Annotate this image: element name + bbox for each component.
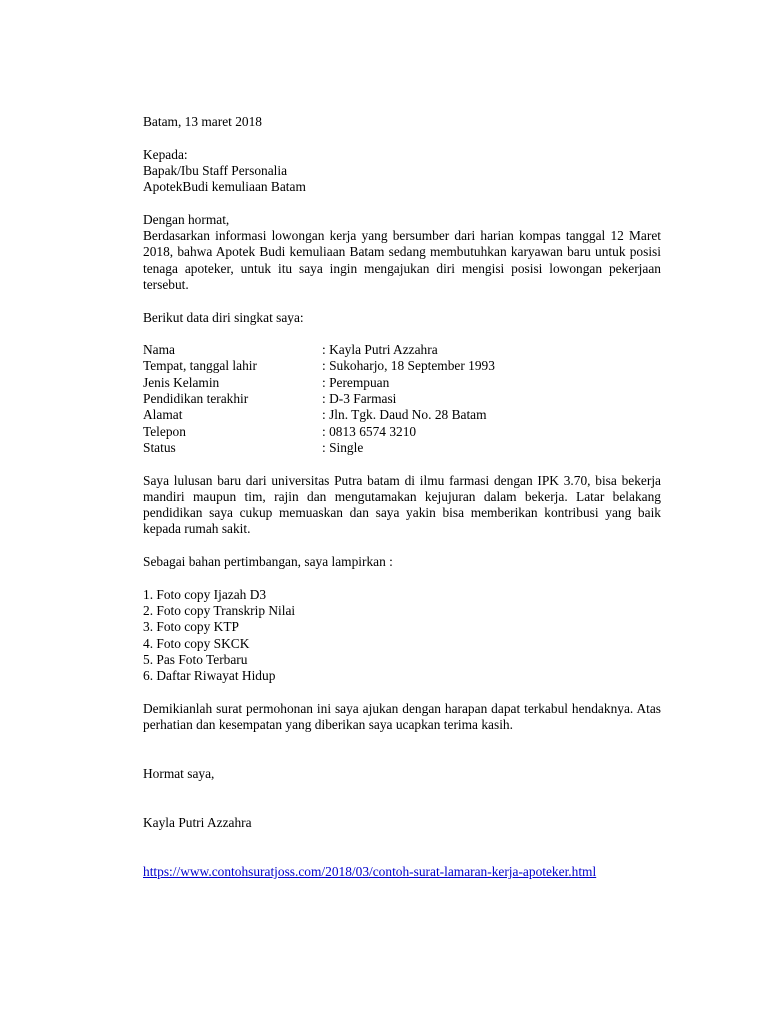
attachments-list [143, 587, 661, 685]
signature-block [143, 815, 661, 831]
greeting: Dengan hormat, [143, 211, 230, 227]
attachments-block [143, 587, 661, 685]
list-item: 1. Foto copy Ijazah D3 [143, 586, 267, 602]
data-row-address [143, 407, 495, 423]
data-value: : Perempuan [322, 374, 390, 390]
date-line: Batam, 13 maret 2018 [143, 114, 262, 129]
attachments-intro: Sebagai bahan pertimbangan, saya lampirkan : [143, 554, 393, 570]
list-item: 6. Daftar Riwayat Hidup [143, 668, 276, 684]
data-intro-block [143, 310, 661, 326]
list-item: 3. Foto copy KTP [143, 619, 239, 635]
recipient-line-2: ApotekBudi kemuliaan Batam [143, 179, 306, 195]
closing-block [143, 701, 661, 734]
data-label: Nama [143, 342, 175, 358]
data-row-status [143, 440, 495, 456]
data-label: Tempat, tanggal lahir [143, 358, 257, 374]
letter-body [143, 114, 661, 880]
intro-paragraph: Berdasarkan informasi lowongan kerja yang bersumber dari harian kompas tanggal 12 Maret 2018, bahwa Apotek Budi kemuliaan Batam sedang membutuhkan karyawan baru untuk posisi tenaga apoteker, untuk itu saya ingin mengajukan diri mengisi posisi lowongan pekerjaan tersebut. [143, 228, 661, 292]
attachments-intro-block [143, 554, 661, 570]
data-value: : Jln. Tgk. Daud No. 28 Batam [322, 407, 487, 423]
list-item: 5. Pas Foto Terbaru [143, 651, 248, 667]
recipient-to-label: Kepada: [143, 146, 188, 162]
data-label: Alamat [143, 407, 183, 423]
data-row-gender [143, 375, 495, 391]
data-row-phone [143, 424, 495, 440]
personal-data-table [143, 342, 495, 456]
recipient-block [143, 147, 661, 196]
closing-paragraph: Demikianlah surat permohonan ini saya ajukan dengan harapan dapat terkabul hendaknya. Atas perhatian dan kesempatan yang diberikan saya ucapkan terima kasih. [143, 700, 661, 732]
data-row-birth [143, 358, 495, 374]
qualification-block [143, 473, 661, 538]
data-value: : Kayla Putri Azzahra [322, 342, 438, 358]
signoff-block [143, 766, 661, 782]
data-intro: Berikut data diri singkat saya: [143, 309, 304, 325]
intro-block [143, 212, 661, 293]
data-value: : D-3 Farmasi [322, 391, 397, 407]
list-item: 2. Foto copy Transkrip Nilai [143, 602, 296, 618]
data-label: Jenis Kelamin [143, 374, 220, 390]
data-label: Pendidikan terakhir [143, 391, 249, 407]
data-row-education [143, 391, 495, 407]
sign-off: Hormat saya, [143, 765, 215, 781]
data-value: : 0813 6574 3210 [322, 423, 417, 439]
data-row-name [143, 342, 495, 358]
list-item: 4. Foto copy SKCK [143, 635, 250, 651]
data-value: : Sukoharjo, 18 September 1993 [322, 358, 495, 374]
recipient-line-1: Bapak/Ibu Staff Personalia [143, 162, 288, 178]
data-value: : Single [322, 439, 364, 455]
source-block [143, 864, 661, 880]
signature-name: Kayla Putri Azzahra [143, 814, 252, 830]
personal-data-block [143, 342, 661, 456]
data-label: Telepon [143, 423, 186, 439]
data-label: Status [143, 439, 176, 455]
source-link[interactable]: https://www.contohsuratjoss.com/2018/03/contoh-surat-lamaran-kerja-apoteker.html [143, 863, 597, 879]
qualification-paragraph: Saya lulusan baru dari universitas Putra batam di ilmu farmasi dengan IPK 3.70, bisa bekerja mandiri maupun tim, rajin dan mengutamakan kejujuran dalam bekerja. Latar belakang pendidikan saya cukup memuaskan dan saya yakin bisa memberikan kontribusi yang baik kepada rumah sakit. [143, 472, 661, 537]
